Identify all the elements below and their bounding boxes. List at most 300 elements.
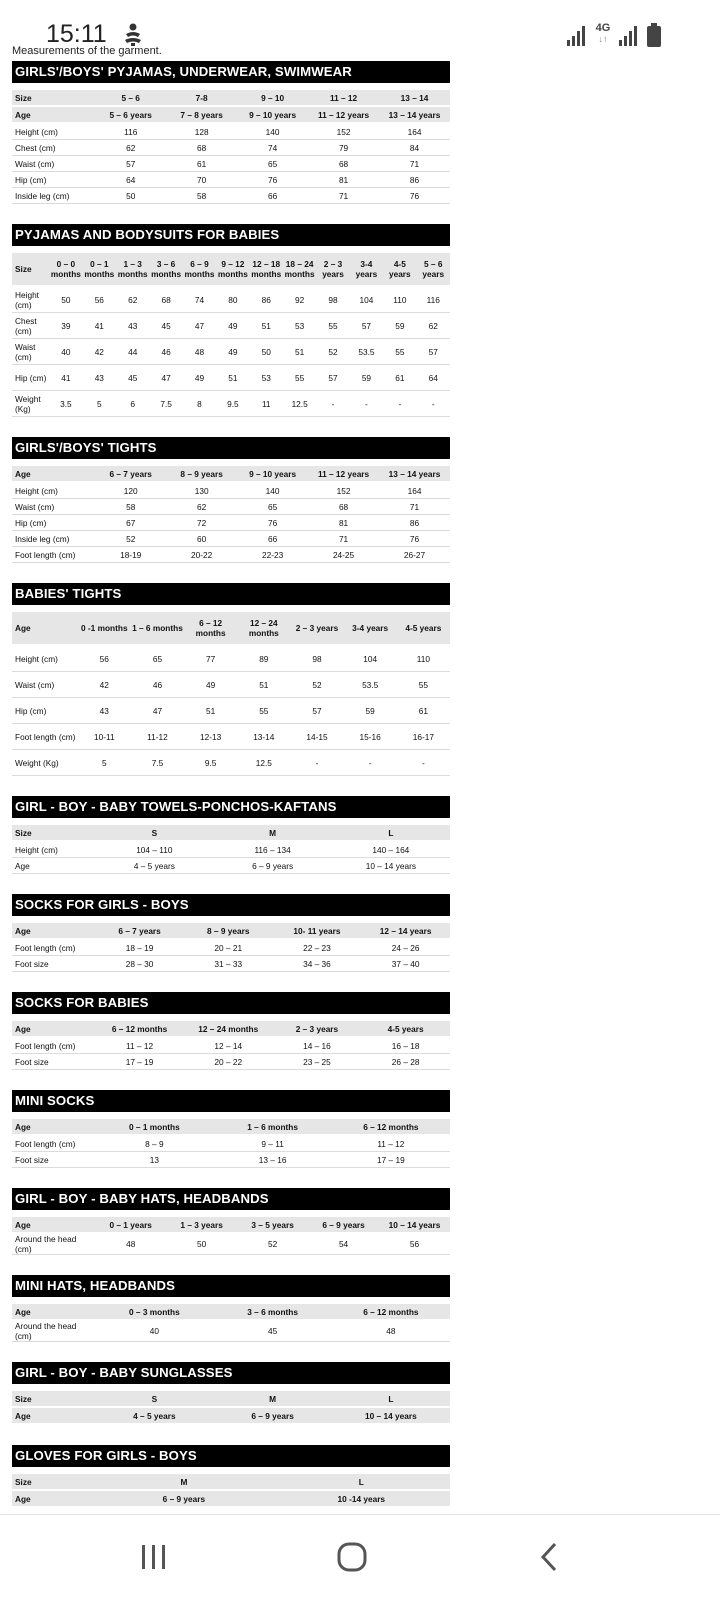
size-section: [12, 1188, 450, 1275]
table-cell: 55: [316, 313, 349, 339]
table-cell: 1 – 6 months: [131, 612, 184, 645]
table-cell: 44: [116, 339, 149, 365]
table-cell: 2 – 3 years: [290, 612, 343, 645]
table-cell: 4 – 5 years: [95, 1407, 213, 1424]
table-cell: 8 – 9: [95, 1135, 213, 1152]
table-cell: 51: [250, 313, 283, 339]
table-cell: 68: [308, 156, 379, 172]
table-cell: 110: [383, 286, 416, 313]
section-title: MINI HATS, HEADBANDS: [12, 1275, 450, 1297]
table-header-row: [12, 1304, 450, 1320]
table-cell: 7.5: [131, 750, 184, 776]
table-cell: 74: [237, 140, 308, 156]
table-cell: 41: [83, 313, 116, 339]
table-cell: 71: [308, 188, 379, 204]
table-cell: 6 – 12 months: [95, 1021, 184, 1037]
table-cell: 116 – 134: [213, 841, 331, 858]
size-section: [12, 224, 450, 437]
table-row: [12, 858, 450, 874]
table-header-row: [12, 612, 450, 645]
table-cell: 42: [78, 672, 131, 698]
row-label: Hip (cm): [12, 698, 78, 724]
row-label: Age: [12, 1407, 95, 1424]
table-header-row: [12, 1391, 450, 1407]
table-cell: 55: [397, 672, 450, 698]
table-cell: 3-4 years: [350, 253, 383, 286]
table-cell: 12 – 24 months: [184, 1021, 273, 1037]
size-table: [12, 1021, 450, 1070]
table-cell: -: [397, 750, 450, 776]
table-cell: 52: [95, 531, 166, 547]
row-label: Waist (cm): [12, 499, 95, 515]
table-cell: 48: [332, 1320, 450, 1342]
table-cell: 20 – 21: [184, 939, 273, 956]
row-label: Age: [12, 1304, 95, 1320]
row-label: Hip (cm): [12, 172, 95, 188]
table-cell: -: [417, 391, 450, 417]
table-row: [12, 1152, 450, 1168]
table-row: [12, 698, 450, 724]
table-cell: 6 – 9 months: [183, 253, 216, 286]
size-section: [12, 583, 450, 796]
table-header-row: [12, 1217, 450, 1233]
table-cell: 50: [49, 286, 82, 313]
table-cell: 22 – 23: [273, 939, 362, 956]
table-cell: 65: [237, 156, 308, 172]
table-cell: L: [332, 825, 450, 841]
recent-apps-icon[interactable]: [134, 1537, 174, 1577]
table-cell: S: [95, 1391, 213, 1407]
table-cell: 45: [213, 1320, 331, 1342]
table-cell: 2 – 3 years: [273, 1021, 362, 1037]
table-cell: 13: [95, 1152, 213, 1168]
intro-text: Measurements of the garment.: [12, 45, 162, 57]
table-cell: 43: [116, 313, 149, 339]
table-row: [12, 1054, 450, 1070]
home-icon[interactable]: [332, 1537, 372, 1577]
table-cell: 98: [316, 286, 349, 313]
table-cell: -: [290, 750, 343, 776]
table-cell: 41: [49, 365, 82, 391]
table-cell: 39: [49, 313, 82, 339]
row-label: Chest (cm): [12, 140, 95, 156]
table-cell: 3.5: [49, 391, 82, 417]
table-row: [12, 515, 450, 531]
table-cell: 9 – 10 years: [237, 106, 308, 123]
size-section: [12, 1275, 450, 1362]
table-header-row: [12, 1490, 450, 1507]
table-cell: 71: [308, 531, 379, 547]
table-cell: 59: [350, 365, 383, 391]
table-cell: 18-19: [95, 547, 166, 563]
table-cell: 11-12: [131, 724, 184, 750]
size-section: [12, 1362, 450, 1445]
section-title: GLOVES FOR GIRLS - BOYS: [12, 1445, 450, 1467]
table-cell: 43: [78, 698, 131, 724]
table-cell: 64: [417, 365, 450, 391]
table-cell: 31 – 33: [184, 956, 273, 972]
table-cell: 66: [237, 188, 308, 204]
section-gap: [12, 417, 450, 437]
table-cell: 0 – 1 years: [95, 1217, 166, 1233]
table-cell: 10- 11 years: [273, 923, 362, 939]
table-cell: 54: [308, 1233, 379, 1255]
table-cell: 72: [166, 515, 237, 531]
table-cell: 61: [397, 698, 450, 724]
battery-icon: [646, 22, 662, 48]
table-header-row: [12, 253, 450, 286]
network-type: 4G ↓↑: [592, 22, 614, 44]
table-cell: 5 – 6 years: [95, 106, 166, 123]
row-label: Age: [12, 106, 95, 123]
table-cell: 76: [379, 531, 450, 547]
table-cell: 15-16: [344, 724, 397, 750]
row-label: Height (cm): [12, 286, 49, 313]
size-table: [12, 253, 450, 417]
table-cell: 28 – 30: [95, 956, 184, 972]
table-cell: 26 – 28: [361, 1054, 450, 1070]
table-cell: 5 – 6 years: [417, 253, 450, 286]
row-label: Chest (cm): [12, 313, 49, 339]
table-row: [12, 313, 450, 339]
status-time: 15:11: [46, 20, 107, 48]
table-cell: 51: [283, 339, 316, 365]
section-title: GIRL - BOY - BABY TOWELS-PONCHOS-KAFTANS: [12, 796, 450, 818]
table-row: [12, 956, 450, 972]
table-cell: 92: [283, 286, 316, 313]
table-cell: 0 – 3 months: [95, 1304, 213, 1320]
table-cell: 104 – 110: [95, 841, 213, 858]
table-cell: 52: [316, 339, 349, 365]
table-cell: 3 – 6 months: [213, 1304, 331, 1320]
table-cell: 3 – 6 months: [149, 253, 182, 286]
table-cell: 60: [166, 531, 237, 547]
size-table: [12, 1474, 450, 1508]
table-cell: 6 – 9 years: [213, 1407, 331, 1424]
table-cell: 71: [379, 499, 450, 515]
row-label: Age: [12, 1490, 95, 1507]
size-table: [12, 923, 450, 972]
table-cell: 71: [379, 156, 450, 172]
table-row: [12, 645, 450, 672]
table-cell: 4-5 years: [383, 253, 416, 286]
table-cell: 68: [308, 499, 379, 515]
table-cell: 55: [283, 365, 316, 391]
table-header-row: [12, 1407, 450, 1424]
table-cell: 13 – 14 years: [379, 466, 450, 482]
size-section: [12, 437, 450, 583]
row-label: Height (cm): [12, 123, 95, 140]
row-label: Size: [12, 253, 49, 286]
size-table: [12, 1391, 450, 1425]
table-cell: 56: [379, 1233, 450, 1255]
table-cell: 57: [417, 339, 450, 365]
size-section: [12, 796, 450, 894]
table-cell: 79: [308, 140, 379, 156]
table-cell: 50: [95, 188, 166, 204]
table-cell: 130: [166, 482, 237, 499]
table-cell: 6 – 7 years: [95, 466, 166, 482]
data-arrows-icon: ↓↑: [598, 34, 608, 44]
table-cell: 86: [379, 172, 450, 188]
size-chart-page[interactable]: [12, 45, 450, 1510]
table-row: [12, 365, 450, 391]
section-title: GIRL - BOY - BABY HATS, HEADBANDS: [12, 1188, 450, 1210]
table-row: [12, 750, 450, 776]
row-label: Age: [12, 612, 78, 645]
table-cell: 6 – 9 years: [95, 1490, 272, 1507]
table-cell: 47: [131, 698, 184, 724]
row-label: Foot length (cm): [12, 547, 95, 563]
table-cell: 11: [250, 391, 283, 417]
table-cell: 61: [383, 365, 416, 391]
table-row: [12, 672, 450, 698]
table-cell: 12 – 24 months: [237, 612, 290, 645]
notification-icon: [122, 22, 144, 46]
table-cell: 11 – 12 years: [308, 106, 379, 123]
table-cell: 42: [83, 339, 116, 365]
signal-icon: [566, 24, 588, 46]
table-header-row: [12, 923, 450, 939]
table-cell: 53.5: [344, 672, 397, 698]
section-title: PYJAMAS AND BODYSUITS FOR BABIES: [12, 224, 450, 246]
table-row: [12, 547, 450, 563]
section-gap: [12, 1342, 450, 1362]
back-icon[interactable]: [530, 1537, 570, 1577]
table-cell: 6 – 9 years: [213, 858, 331, 874]
table-cell: 86: [250, 286, 283, 313]
row-label: Age: [12, 858, 95, 874]
row-label: Foot size: [12, 956, 95, 972]
table-cell: 76: [379, 188, 450, 204]
table-cell: 5: [83, 391, 116, 417]
table-row: [12, 156, 450, 172]
table-cell: 80: [216, 286, 249, 313]
size-section: [12, 1090, 450, 1188]
table-cell: 8 – 9 years: [166, 466, 237, 482]
table-cell: 43: [83, 365, 116, 391]
table-cell: 16 – 18: [361, 1037, 450, 1054]
table-cell: 18 – 24 months: [283, 253, 316, 286]
table-cell: 12.5: [237, 750, 290, 776]
table-cell: 70: [166, 172, 237, 188]
row-label: Foot size: [12, 1152, 95, 1168]
row-label: Waist (cm): [12, 339, 49, 365]
table-cell: 4-5 years: [361, 1021, 450, 1037]
table-cell: 10 -14 years: [273, 1490, 450, 1507]
row-label: Foot length (cm): [12, 1037, 95, 1054]
table-cell: 104: [350, 286, 383, 313]
table-cell: 7 – 8 years: [166, 106, 237, 123]
row-label: Foot length (cm): [12, 724, 78, 750]
table-cell: 6 – 7 years: [95, 923, 184, 939]
section-gap: [12, 1425, 450, 1445]
table-cell: 10 – 14 years: [379, 1217, 450, 1233]
table-cell: 164: [379, 123, 450, 140]
table-cell: 53: [283, 313, 316, 339]
table-cell: 55: [237, 698, 290, 724]
size-section: [12, 61, 450, 224]
table-cell: 116: [417, 286, 450, 313]
table-cell: 7-8: [166, 90, 237, 106]
table-cell: 17 – 19: [332, 1152, 450, 1168]
table-cell: 45: [116, 365, 149, 391]
table-cell: 12-13: [184, 724, 237, 750]
table-cell: 57: [95, 156, 166, 172]
table-cell: 13 – 16: [213, 1152, 331, 1168]
row-label: Age: [12, 1021, 95, 1037]
table-cell: 56: [78, 645, 131, 672]
row-label: Foot length (cm): [12, 1135, 95, 1152]
table-cell: 9.5: [216, 391, 249, 417]
table-row: [12, 939, 450, 956]
table-cell: 47: [149, 365, 182, 391]
table-cell: 45: [149, 313, 182, 339]
table-cell: 11 – 12: [308, 90, 379, 106]
row-label: Inside leg (cm): [12, 188, 95, 204]
table-cell: 6: [116, 391, 149, 417]
table-cell: 48: [95, 1233, 166, 1255]
table-cell: 65: [237, 499, 308, 515]
signal-icon-2: [618, 24, 640, 46]
table-cell: 5: [78, 750, 131, 776]
row-label: Size: [12, 825, 95, 841]
table-cell: 120: [95, 482, 166, 499]
table-cell: 6 – 12 months: [184, 612, 237, 645]
table-cell: -: [344, 750, 397, 776]
table-cell: L: [273, 1474, 450, 1490]
table-cell: 48: [183, 339, 216, 365]
table-cell: 0 – 1 months: [83, 253, 116, 286]
table-cell: 76: [237, 515, 308, 531]
table-header-row: [12, 1021, 450, 1037]
table-cell: 50: [250, 339, 283, 365]
size-table: [12, 825, 450, 874]
table-cell: 110: [397, 645, 450, 672]
table-header-row: [12, 1119, 450, 1135]
table-cell: 57: [350, 313, 383, 339]
table-cell: 84: [379, 140, 450, 156]
table-row: [12, 391, 450, 417]
table-cell: S: [95, 825, 213, 841]
table-cell: 13 – 14: [379, 90, 450, 106]
size-section: [12, 894, 450, 992]
table-cell: 77: [184, 645, 237, 672]
table-cell: 62: [95, 140, 166, 156]
table-row: [12, 172, 450, 188]
table-cell: 5 – 6: [95, 90, 166, 106]
table-cell: 62: [166, 499, 237, 515]
section-gap: [12, 563, 450, 583]
table-cell: 51: [237, 672, 290, 698]
table-cell: 9 – 11: [213, 1135, 331, 1152]
table-cell: 49: [216, 313, 249, 339]
table-cell: 57: [290, 698, 343, 724]
section-title: GIRLS'/BOYS' TIGHTS: [12, 437, 450, 459]
table-cell: 57: [316, 365, 349, 391]
table-cell: 23 – 25: [273, 1054, 362, 1070]
table-cell: 37 – 40: [361, 956, 450, 972]
section-title: GIRL - BOY - BABY SUNGLASSES: [12, 1362, 450, 1384]
table-row: [12, 531, 450, 547]
table-cell: 8: [183, 391, 216, 417]
table-cell: 34 – 36: [273, 956, 362, 972]
table-cell: 49: [216, 339, 249, 365]
table-cell: 14-15: [290, 724, 343, 750]
table-cell: 22-23: [237, 547, 308, 563]
table-cell: 58: [95, 499, 166, 515]
size-table: [12, 1304, 450, 1342]
table-cell: M: [213, 1391, 331, 1407]
table-cell: 81: [308, 172, 379, 188]
table-cell: 46: [149, 339, 182, 365]
section-gap: [12, 972, 450, 992]
table-cell: 128: [166, 123, 237, 140]
table-cell: 6 – 9 years: [308, 1217, 379, 1233]
row-label: Foot size: [12, 1054, 95, 1070]
table-cell: 12 – 14 years: [361, 923, 450, 939]
section-gap: [12, 874, 450, 894]
table-row: [12, 1320, 450, 1342]
navigation-bar: [0, 1514, 720, 1601]
row-label: Weight (Kg): [12, 391, 49, 417]
section-title: BABIES' TIGHTS: [12, 583, 450, 605]
table-cell: 9 – 10 years: [237, 466, 308, 482]
table-cell: 9 – 12 months: [216, 253, 249, 286]
table-cell: 116: [95, 123, 166, 140]
table-cell: 81: [308, 515, 379, 531]
row-label: Size: [12, 90, 95, 106]
row-label: Waist (cm): [12, 672, 78, 698]
table-row: [12, 140, 450, 156]
row-label: Around the head (cm): [12, 1320, 95, 1342]
row-label: Age: [12, 1119, 95, 1135]
table-cell: 0 – 0 months: [49, 253, 82, 286]
table-cell: 140 – 164: [332, 841, 450, 858]
size-table: [12, 466, 450, 563]
table-cell: 67: [95, 515, 166, 531]
table-cell: 53: [250, 365, 283, 391]
section-title: SOCKS FOR BABIES: [12, 992, 450, 1014]
row-label: Age: [12, 923, 95, 939]
size-table: [12, 90, 450, 204]
row-label: Size: [12, 1474, 95, 1490]
table-cell: 152: [308, 482, 379, 499]
row-label: Around the head (cm): [12, 1233, 95, 1255]
row-label: Waist (cm): [12, 156, 95, 172]
table-cell: 24 – 26: [361, 939, 450, 956]
table-header-row: [12, 106, 450, 123]
table-cell: 59: [344, 698, 397, 724]
table-cell: 11 – 12: [332, 1135, 450, 1152]
table-header-row: [12, 1474, 450, 1490]
section-title: GIRLS'/BOYS' PYJAMAS, UNDERWEAR, SWIMWEAR: [12, 61, 450, 83]
table-row: [12, 286, 450, 313]
table-cell: 13 – 14 years: [379, 106, 450, 123]
table-cell: -: [350, 391, 383, 417]
row-label: Age: [12, 1217, 95, 1233]
row-label: Inside leg (cm): [12, 531, 95, 547]
table-cell: 10 – 14 years: [332, 1407, 450, 1424]
table-cell: 98: [290, 645, 343, 672]
table-cell: 10-11: [78, 724, 131, 750]
size-tables: [12, 61, 450, 1550]
table-cell: 11 – 12: [95, 1037, 184, 1054]
table-cell: 89: [237, 645, 290, 672]
table-cell: 55: [383, 339, 416, 365]
table-cell: L: [332, 1391, 450, 1407]
table-cell: 46: [131, 672, 184, 698]
